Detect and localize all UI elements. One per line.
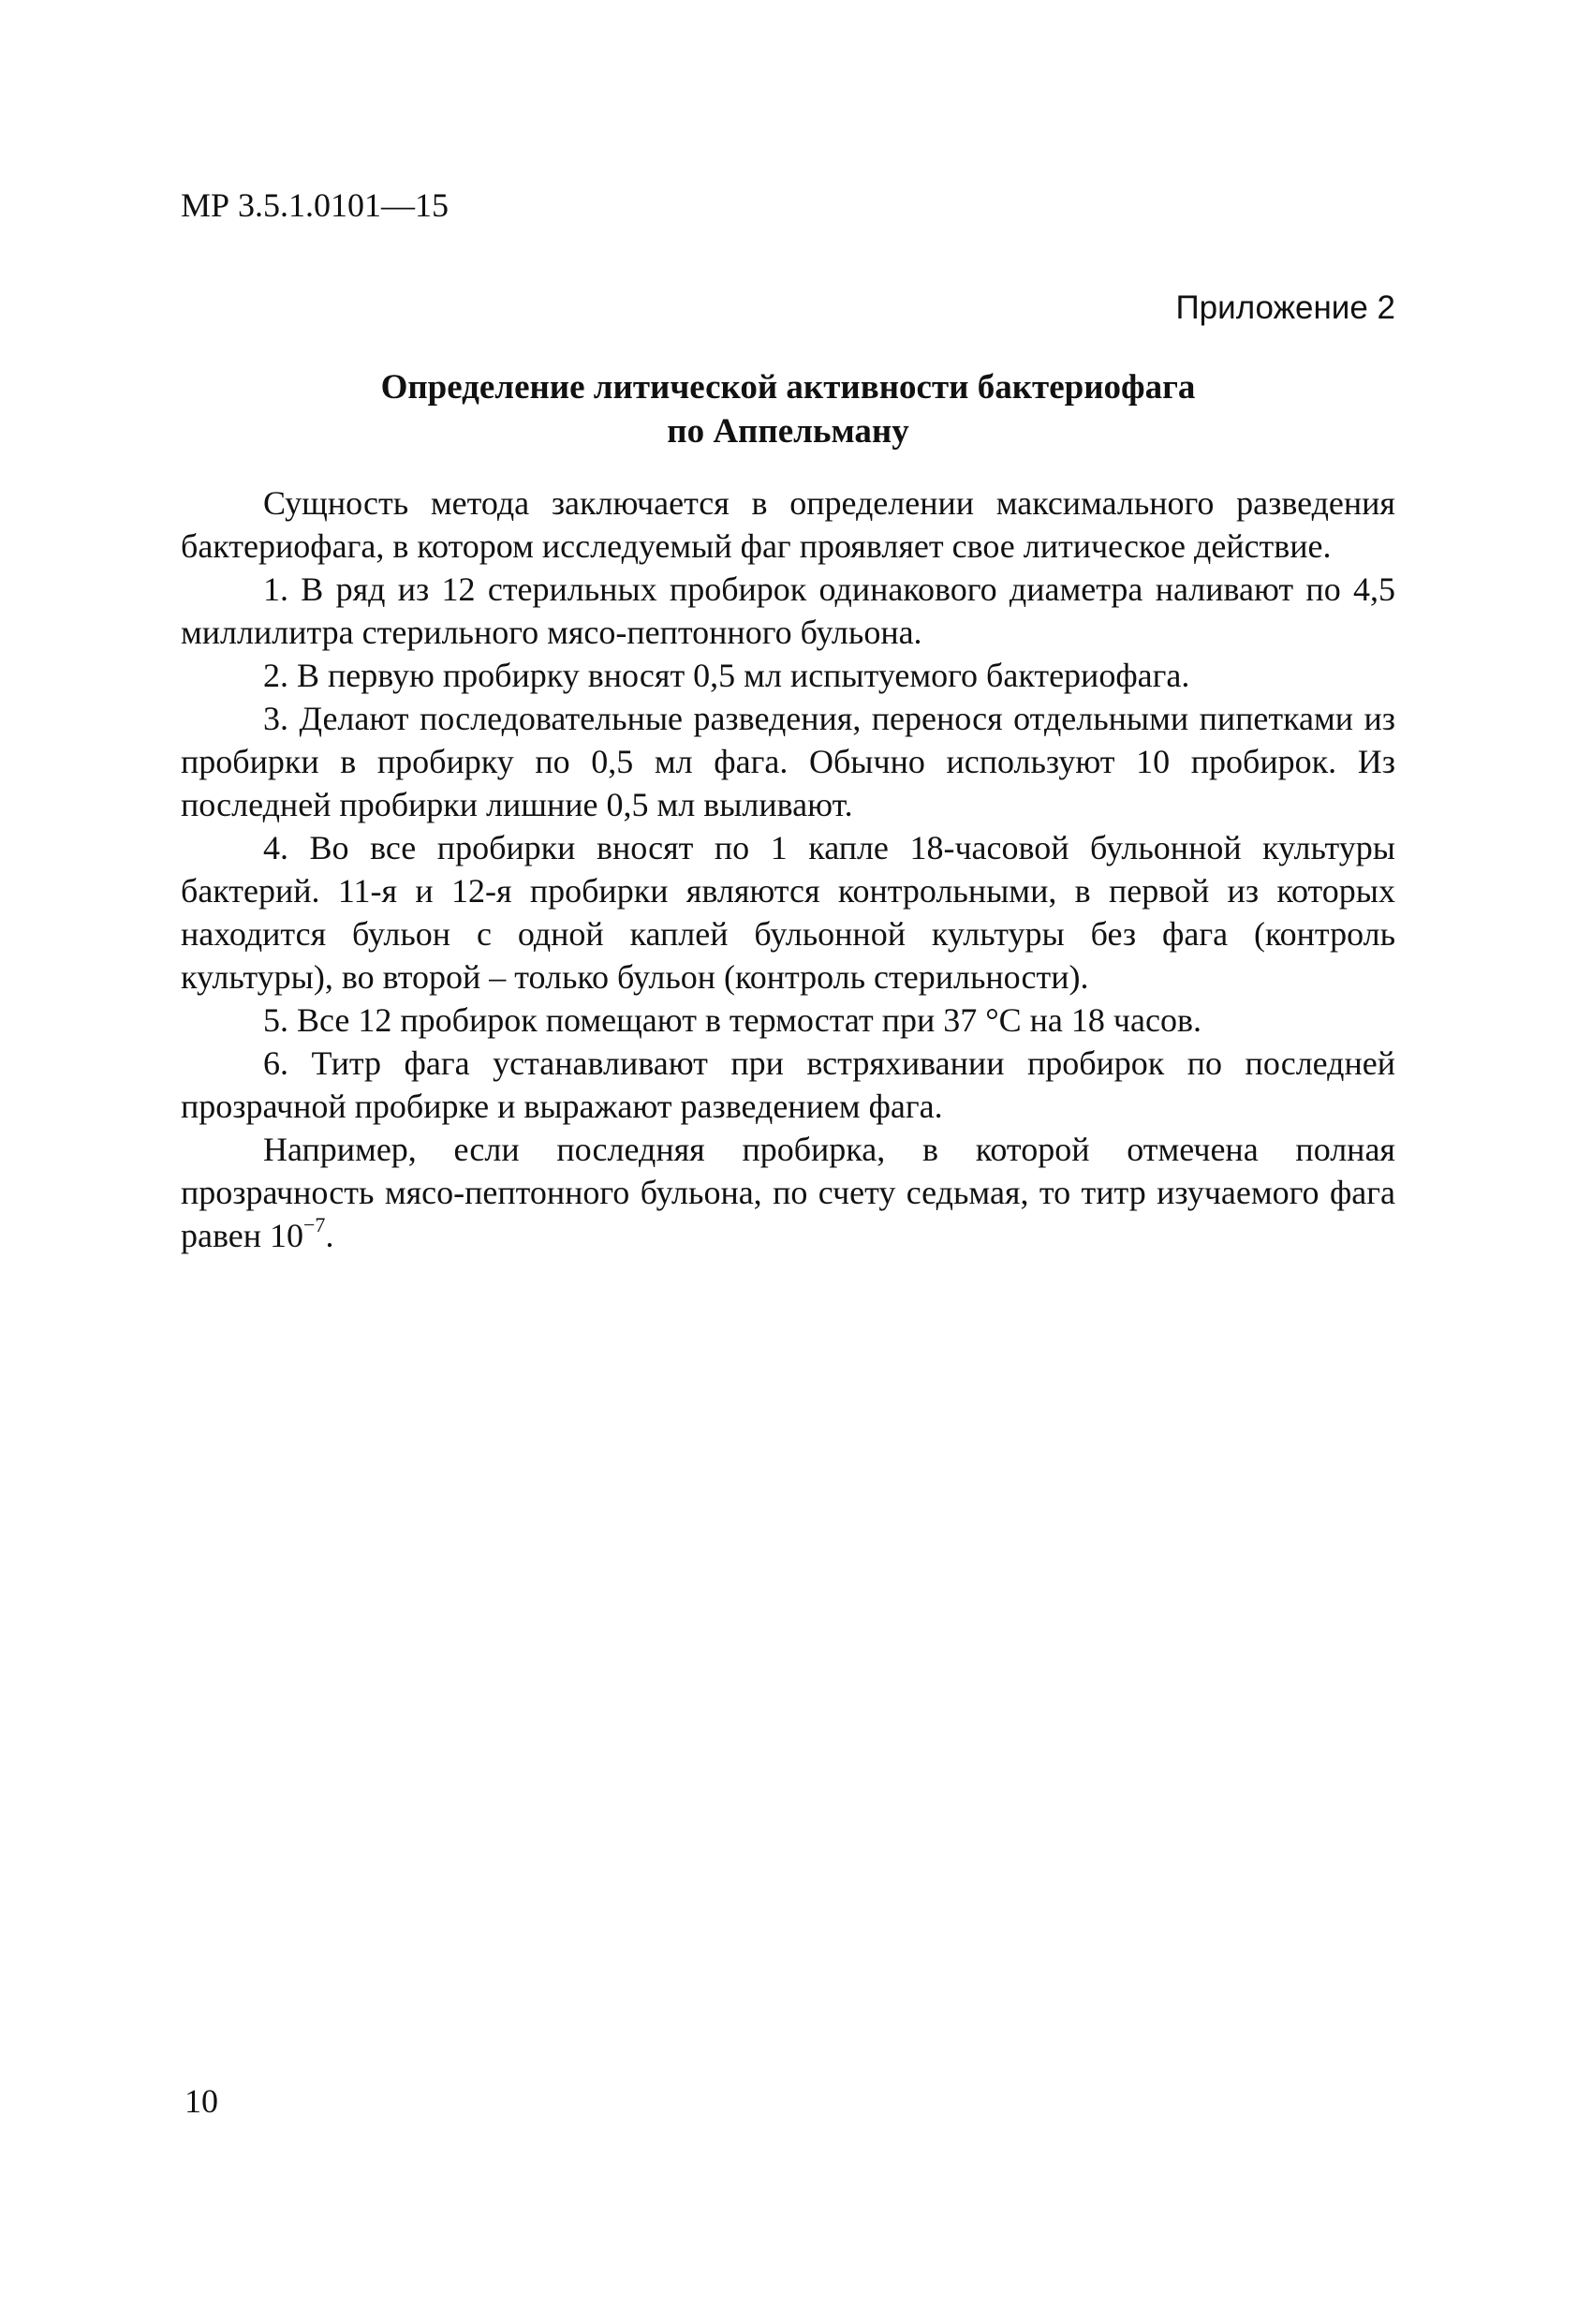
section-title-line-1: Определение литической активности бактериофага: [380, 368, 1196, 407]
example-end: .: [325, 1217, 334, 1254]
step-1-paragraph: 1. В ряд из 12 стерильных пробирок одинакового диаметра наливают по 4,5 миллилитра стерильного мясо-пептонного бульона.: [181, 570, 1395, 651]
example-exponent: −7: [303, 1213, 326, 1236]
step-2-paragraph: 2. В первую пробирку вносят 0,5 мл испытуемого бактериофага.: [263, 657, 1190, 694]
section-title-line-2: по Аппельману: [667, 412, 909, 451]
step-4-paragraph: 4. Во все пробирки вносят по 1 капле 18-часовой бульонной культуры бактерий. 11-я и 12-я пробирки являются контрольными, в первой из которых находится бульон с одной каплей бульонной культуры без фага (контроль культуры), во второй – только бульон (контроль стерильности).: [181, 829, 1395, 996]
appendix-label: Приложение 2: [1175, 289, 1395, 326]
example-text: Например, если последняя пробирка, в которой отмечена полная прозрачность мясо-пептонного бульона, по счету седьмая, то титр изучаемого фага равен 10: [181, 1131, 1395, 1254]
body-text: [181, 481, 1395, 1257]
page-number: 10: [184, 2082, 218, 2120]
intro-paragraph: Сущность метода заключается в определении максимального разведения бактериофага, в котором исследуемый фаг проявляет свое литическое действие.: [181, 484, 1395, 565]
step-5-paragraph: 5. Все 12 пробирок помещают в термостат при 37 °С на 18 часов.: [263, 1001, 1201, 1039]
section-title: [181, 365, 1395, 453]
example-paragraph: [181, 1128, 1395, 1257]
document-code: МР 3.5.1.0101—15: [181, 186, 450, 224]
step-6-paragraph: 6. Титр фага устанавливают при встряхивании пробирок по последней прозрачной пробирке и выражают разведением фага.: [181, 1044, 1395, 1125]
step-3-paragraph: 3. Делают последовательные разведения, перенося отдельными пипетками из пробирки в пробирку по 0,5 мл фага. Обычно используют 10 пробирок. Из последней пробирки лишние 0,5 мл выливают.: [181, 700, 1395, 823]
